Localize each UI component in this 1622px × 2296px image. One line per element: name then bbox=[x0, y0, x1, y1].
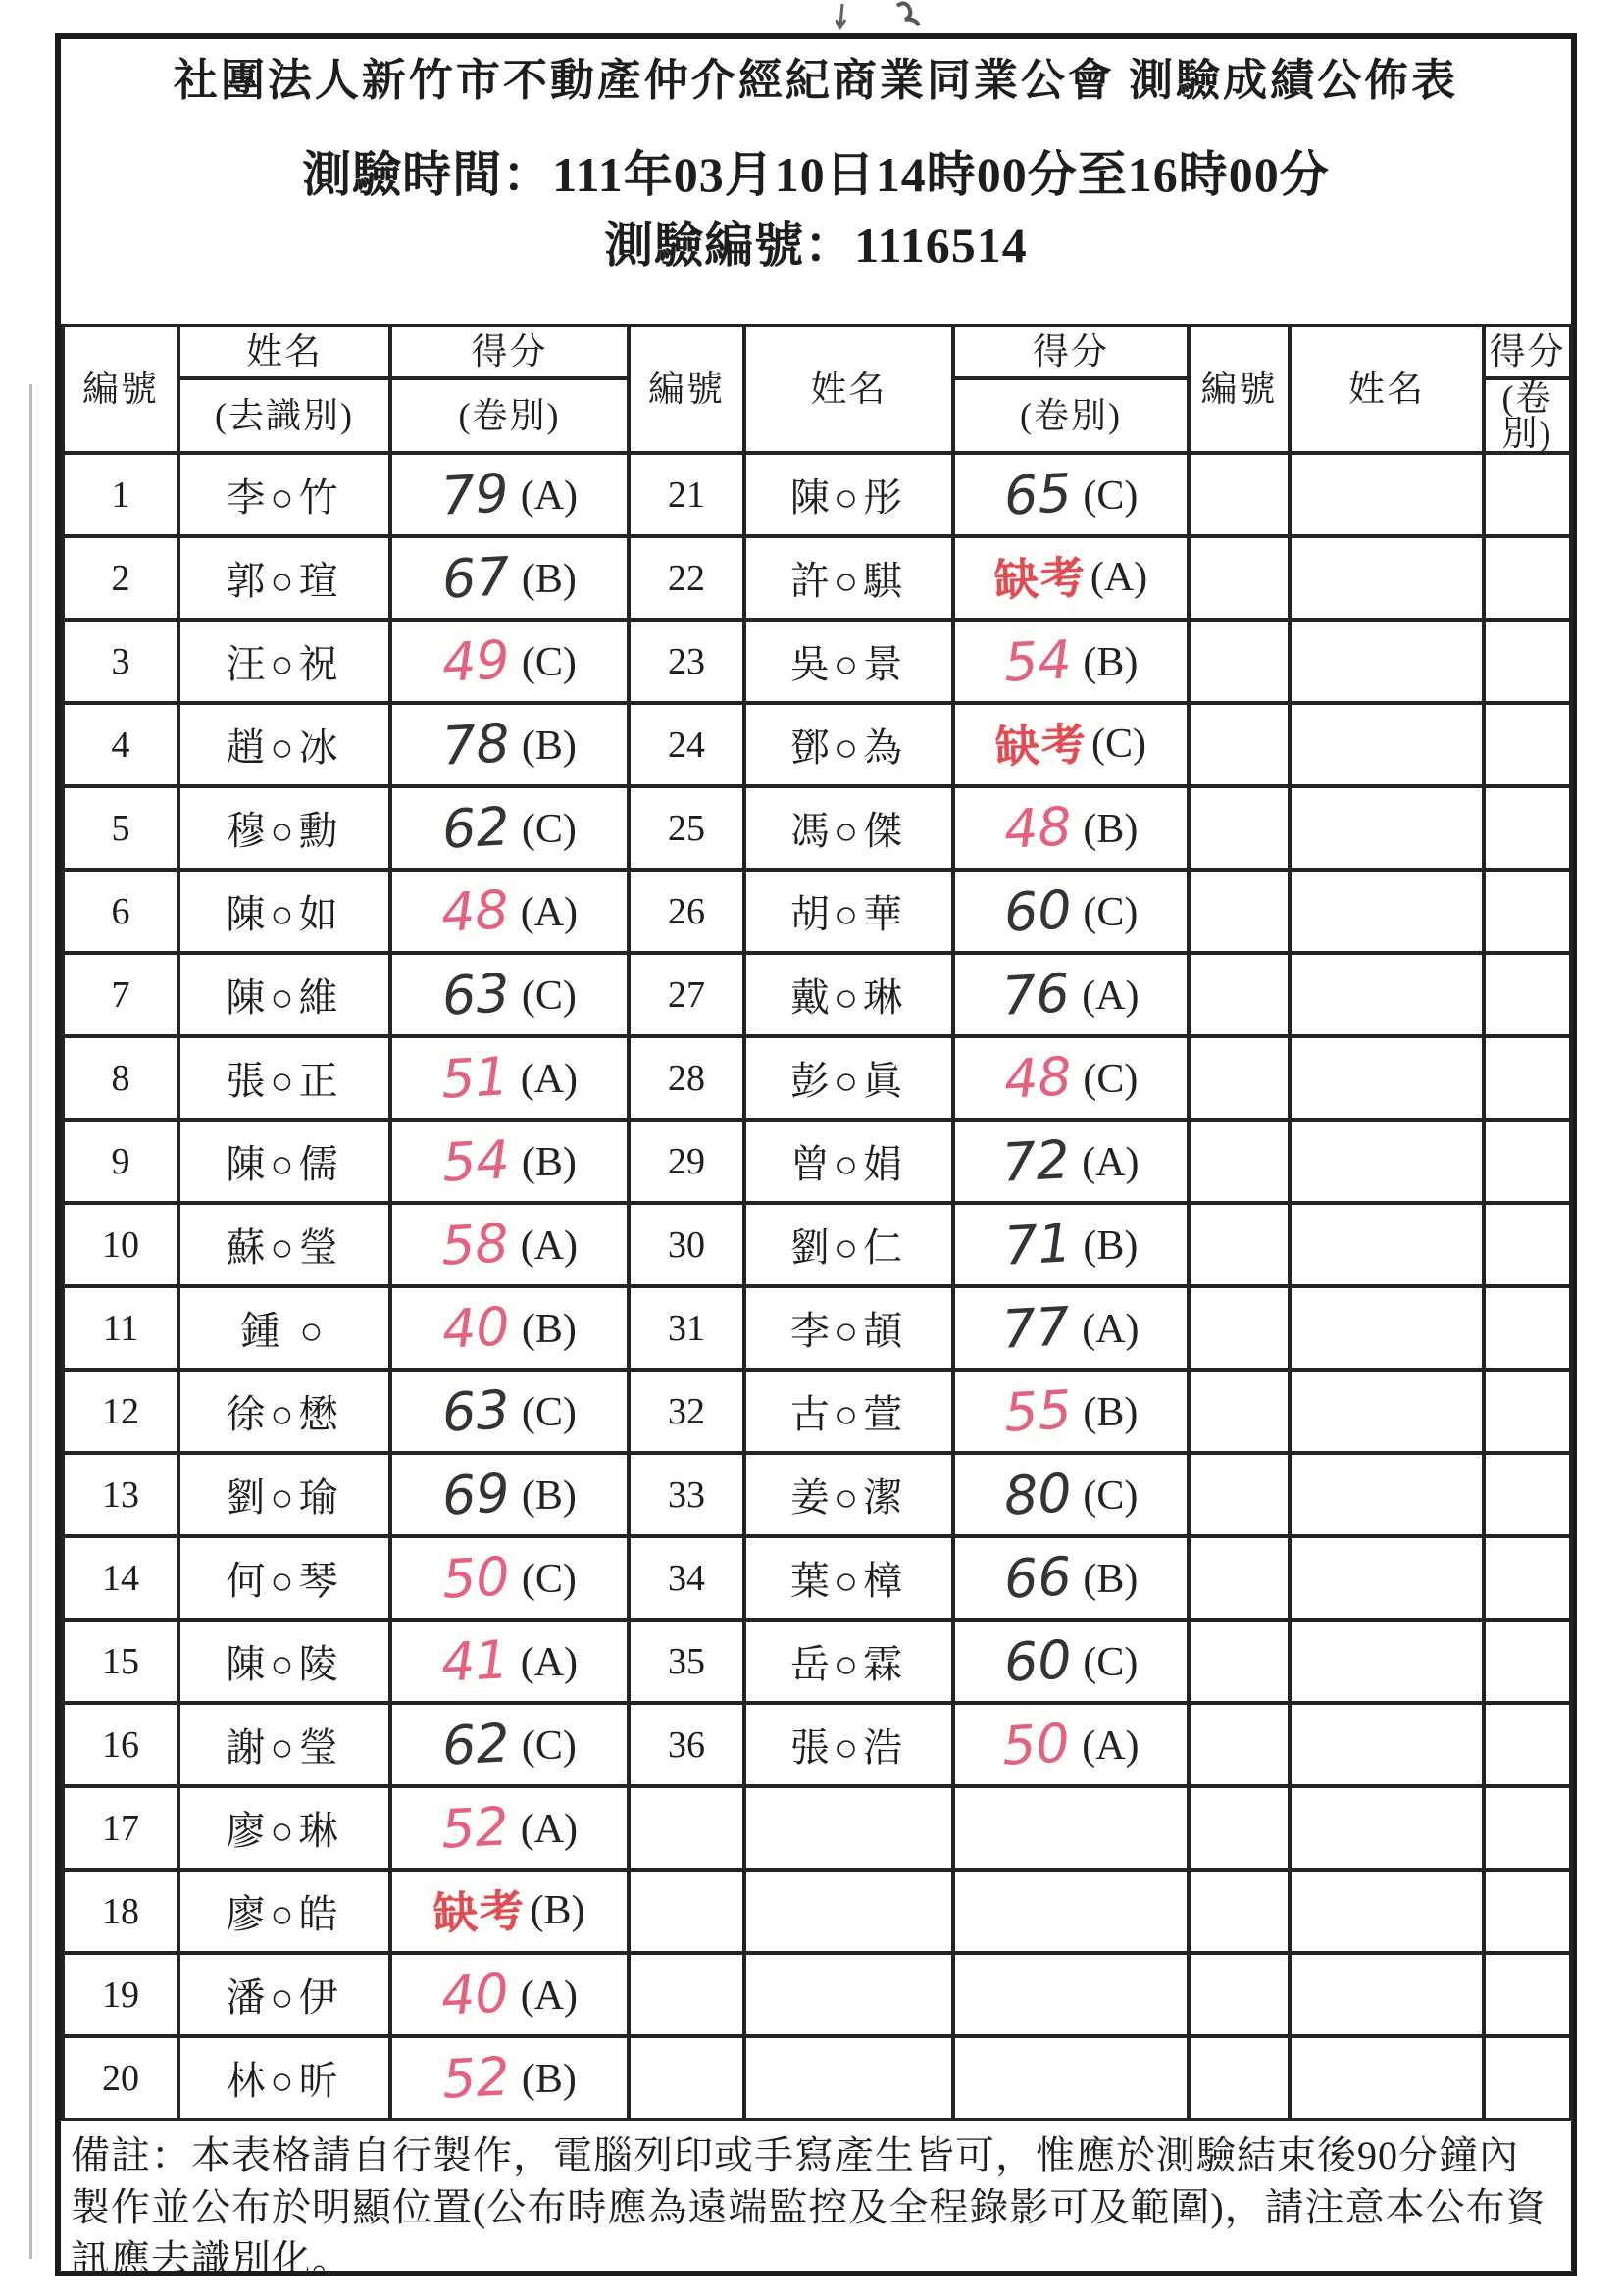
header-name: 姓名 bbox=[178, 325, 390, 378]
cell-number: 4 bbox=[63, 703, 178, 786]
cell-score bbox=[390, 2036, 629, 2120]
cell-number: 27 bbox=[629, 953, 744, 1036]
cell-number: 10 bbox=[63, 1203, 178, 1286]
handwritten-score: 65 bbox=[1002, 461, 1073, 527]
header-score-sub: (卷別) bbox=[953, 378, 1189, 453]
handwritten-score: 60 bbox=[1002, 877, 1073, 944]
paper-type-label: (B) bbox=[521, 723, 577, 769]
cell-number bbox=[1189, 1036, 1290, 1120]
cell-number: 1 bbox=[63, 453, 178, 536]
cell-number bbox=[1189, 1536, 1290, 1620]
cell-name: 何○琴 bbox=[178, 1536, 390, 1620]
cell-name: 趙○冰 bbox=[178, 703, 390, 786]
cell-number: 26 bbox=[629, 870, 744, 953]
paper-type-label: (B) bbox=[521, 2056, 577, 2102]
cell-score bbox=[953, 1286, 1189, 1370]
cell-name: 李○頡 bbox=[744, 1286, 953, 1370]
table-row bbox=[63, 2036, 1571, 2120]
remark-note: 備註：本表格請自行製作，電腦列印或手寫產生皆可，惟應於測驗結束後90分鐘內製作並公布於明顯位置(公布時應為遠端監控及全程錄影可及範圍)，請注意本公布資訊應去識別化。 bbox=[71, 2133, 1546, 2282]
cell-number bbox=[1189, 1870, 1290, 1953]
table-row bbox=[63, 870, 1571, 953]
handwritten-score: 62 bbox=[440, 1711, 512, 1777]
handwritten-score: 50 bbox=[440, 1544, 512, 1611]
cell-score bbox=[390, 1286, 629, 1370]
table-row bbox=[63, 1453, 1571, 1536]
cell-score bbox=[390, 1036, 629, 1120]
cell-score bbox=[953, 1786, 1189, 1870]
cell-score bbox=[390, 1120, 629, 1203]
cell-name: 李○竹 bbox=[178, 453, 390, 536]
cell-score bbox=[953, 1120, 1189, 1203]
absent-stamp: 缺考 bbox=[994, 720, 1089, 773]
cell-name: 汪○祝 bbox=[178, 620, 390, 703]
cell-number bbox=[1189, 953, 1290, 1036]
cell-number: 31 bbox=[629, 1286, 744, 1370]
cell-number: 8 bbox=[63, 1036, 178, 1120]
cell-score bbox=[390, 536, 629, 620]
table-row bbox=[63, 453, 1571, 536]
cell-number bbox=[1189, 1703, 1290, 1786]
cell-name: 蘇○瑩 bbox=[178, 1203, 390, 1286]
cell-number: 21 bbox=[629, 453, 744, 536]
header-name: 姓名 bbox=[1290, 325, 1484, 453]
cell-score bbox=[1484, 1370, 1571, 1453]
cell-number: 15 bbox=[63, 1620, 178, 1703]
cell-score bbox=[953, 1370, 1189, 1453]
cell-number bbox=[1189, 786, 1290, 870]
paper-type-label: (A) bbox=[520, 1056, 579, 1102]
cell-score bbox=[390, 1203, 629, 1286]
cell-name: 廖○琳 bbox=[178, 1786, 390, 1870]
paper-type-label: (B) bbox=[1083, 1223, 1139, 1269]
paper-type-label: (B) bbox=[521, 1472, 577, 1519]
paper-type-label: (C) bbox=[521, 1389, 577, 1435]
paper-type-label: (A) bbox=[520, 1972, 579, 2019]
cell-score bbox=[390, 1536, 629, 1620]
cell-name: 鄧○為 bbox=[744, 703, 953, 786]
cell-score bbox=[390, 1786, 629, 1870]
handwritten-score: 40 bbox=[440, 1294, 512, 1361]
cell-number: 28 bbox=[629, 1036, 744, 1120]
paper-type-label: (C) bbox=[521, 1722, 577, 1769]
cell-number: 29 bbox=[629, 1120, 744, 1203]
cell-name: 曾○娟 bbox=[744, 1120, 953, 1203]
cell-number bbox=[1189, 1786, 1290, 1870]
cell-score bbox=[1484, 1286, 1571, 1370]
cell-name: 彭○眞 bbox=[744, 1036, 953, 1120]
table-row bbox=[63, 1620, 1571, 1703]
cell-score bbox=[953, 620, 1189, 703]
cell-score bbox=[1484, 1120, 1571, 1203]
cell-score bbox=[953, 1036, 1189, 1120]
cell-score bbox=[953, 870, 1189, 953]
cell-score bbox=[953, 453, 1189, 536]
absent-stamp: 缺考 bbox=[432, 1886, 528, 1939]
test-number: 測驗編號：1116514 bbox=[604, 218, 1028, 273]
table-row bbox=[63, 1536, 1571, 1620]
table-row bbox=[63, 1703, 1571, 1786]
page-title: 社團法人新竹市不動產仲介經紀商業同業公會 測驗成績公佈表 bbox=[173, 56, 1459, 105]
cell-score bbox=[390, 1870, 629, 1953]
cell-name: 劉○瑜 bbox=[178, 1453, 390, 1536]
paper-type-label: (B) bbox=[521, 1139, 577, 1185]
paper-type-label: (C) bbox=[521, 639, 577, 685]
cell-number bbox=[1189, 1953, 1290, 2036]
cell-score bbox=[1484, 953, 1571, 1036]
cell-name bbox=[1290, 1370, 1484, 1453]
cell-number: 7 bbox=[63, 953, 178, 1036]
cell-name bbox=[1290, 953, 1484, 1036]
cell-name bbox=[1290, 1703, 1484, 1786]
cell-score bbox=[1484, 1870, 1571, 1953]
paper-type-label: (C) bbox=[1083, 889, 1139, 935]
cell-score bbox=[953, 536, 1189, 620]
table-row bbox=[63, 1953, 1571, 2036]
cell-number: 23 bbox=[629, 620, 744, 703]
cell-name: 林○昕 bbox=[178, 2036, 390, 2120]
cell-name: 葉○樟 bbox=[744, 1536, 953, 1620]
handwritten-score: 78 bbox=[440, 711, 512, 777]
handwritten-score: 51 bbox=[439, 1044, 511, 1111]
cell-number: 19 bbox=[63, 1953, 178, 2036]
paper-type-label: (C) bbox=[1083, 473, 1139, 519]
table-row bbox=[63, 620, 1571, 703]
paper-type-label: (A) bbox=[1090, 555, 1148, 600]
handwritten-score: 41 bbox=[439, 1627, 511, 1694]
cell-name bbox=[1290, 1536, 1484, 1620]
cell-name bbox=[1290, 703, 1484, 786]
cell-number: 35 bbox=[629, 1620, 744, 1703]
document-frame bbox=[55, 33, 1577, 2282]
table-row bbox=[63, 953, 1571, 1036]
cell-number: 6 bbox=[63, 870, 178, 953]
cell-name: 劉○仁 bbox=[744, 1203, 953, 1286]
handwritten-score: 48 bbox=[439, 877, 511, 944]
cell-score bbox=[390, 786, 629, 870]
cell-name: 穆○勳 bbox=[178, 786, 390, 870]
table-row bbox=[63, 703, 1571, 786]
cell-name bbox=[1290, 1953, 1484, 2036]
paper-type-label: (B) bbox=[1083, 1556, 1139, 1602]
cell-number: 30 bbox=[629, 1203, 744, 1286]
cell-score bbox=[953, 953, 1189, 1036]
cell-name bbox=[1290, 786, 1484, 870]
cell-name: 吳○景 bbox=[744, 620, 953, 703]
paper-type-label: (B) bbox=[530, 1888, 585, 1933]
table-row bbox=[63, 1370, 1571, 1453]
header-num: 編號 bbox=[629, 325, 744, 453]
cell-score bbox=[1484, 620, 1571, 703]
absent-stamp: 缺考 bbox=[992, 553, 1088, 606]
table-row bbox=[63, 1870, 1571, 1953]
cell-name bbox=[1290, 1286, 1484, 1370]
header-num: 編號 bbox=[63, 325, 178, 453]
paper-type-label: (C) bbox=[1083, 1639, 1139, 1685]
cell-score bbox=[953, 1870, 1189, 1953]
table-row bbox=[63, 1120, 1571, 1203]
header-score: 得分 bbox=[953, 325, 1189, 378]
cell-score bbox=[953, 703, 1189, 786]
cell-number: 36 bbox=[629, 1703, 744, 1786]
table-row bbox=[63, 1203, 1571, 1286]
cell-score bbox=[390, 953, 629, 1036]
cell-name bbox=[1290, 2036, 1484, 2120]
cell-name bbox=[1290, 1036, 1484, 1120]
handwritten-score: 55 bbox=[1002, 1377, 1073, 1444]
cell-number: 18 bbox=[63, 1870, 178, 1953]
cell-name: 潘○伊 bbox=[178, 1953, 390, 2036]
cell-score bbox=[1484, 1036, 1571, 1120]
header-row-top bbox=[63, 325, 1571, 378]
cell-number bbox=[1189, 1286, 1290, 1370]
cell-number: 25 bbox=[629, 786, 744, 870]
cell-number bbox=[629, 1870, 744, 1953]
cell-number bbox=[1189, 620, 1290, 703]
paper-type-label: (B) bbox=[521, 556, 577, 602]
cell-name: 徐○懋 bbox=[178, 1370, 390, 1453]
cell-name bbox=[744, 1953, 953, 2036]
cell-number: 14 bbox=[63, 1536, 178, 1620]
cell-score bbox=[1484, 1703, 1571, 1786]
handwritten-score: 72 bbox=[1000, 1127, 1072, 1194]
cell-number bbox=[1189, 1453, 1290, 1536]
cell-score bbox=[1484, 453, 1571, 536]
paper-type-label: (C) bbox=[1083, 1056, 1139, 1102]
cell-name bbox=[1290, 1120, 1484, 1203]
cell-name: 廖○皓 bbox=[178, 1870, 390, 1953]
paper-type-label: (B) bbox=[521, 1306, 577, 1352]
paper-type-label: (C) bbox=[521, 806, 577, 852]
cell-score bbox=[390, 1703, 629, 1786]
table-row bbox=[63, 1286, 1571, 1370]
cell-name: 戴○琳 bbox=[744, 953, 953, 1036]
handwritten-score: 63 bbox=[440, 1377, 512, 1444]
cell-score bbox=[390, 703, 629, 786]
paper-type-label: (A) bbox=[1082, 1722, 1140, 1769]
score-table-head bbox=[63, 325, 1571, 453]
cell-score bbox=[953, 1620, 1189, 1703]
cell-number bbox=[1189, 2036, 1290, 2120]
cell-number bbox=[1189, 1370, 1290, 1453]
cell-number: 34 bbox=[629, 1536, 744, 1620]
cell-number: 16 bbox=[63, 1703, 178, 1786]
cell-score bbox=[953, 786, 1189, 870]
handwritten-score: 52 bbox=[440, 2044, 512, 2111]
cell-number: 20 bbox=[63, 2036, 178, 2120]
score-table bbox=[61, 324, 1573, 2121]
cell-name bbox=[1290, 1786, 1484, 1870]
cell-name: 岳○霖 bbox=[744, 1620, 953, 1703]
paper-type-label: (C) bbox=[521, 973, 577, 1019]
header-score-sub: (卷別) bbox=[390, 378, 629, 453]
cell-number: 13 bbox=[63, 1453, 178, 1536]
cell-name: 胡○華 bbox=[744, 870, 953, 953]
scan-edge-artifact bbox=[29, 384, 32, 2259]
cell-name bbox=[744, 2036, 953, 2120]
cell-number bbox=[1189, 1120, 1290, 1203]
cell-number bbox=[1189, 453, 1290, 536]
paper-type-label: (C) bbox=[1083, 1472, 1139, 1519]
cell-name: 鍾 ○ bbox=[178, 1286, 390, 1370]
cell-score bbox=[953, 2036, 1189, 2120]
handwritten-score: 48 bbox=[1002, 794, 1073, 861]
handwritten-score: 48 bbox=[1002, 1044, 1073, 1111]
cell-name bbox=[1290, 1453, 1484, 1536]
cell-score bbox=[953, 1453, 1189, 1536]
handwritten-score: 67 bbox=[440, 544, 512, 611]
cell-score bbox=[1484, 703, 1571, 786]
cell-score bbox=[1484, 536, 1571, 620]
cell-score bbox=[1484, 1953, 1571, 2036]
cell-number: 2 bbox=[63, 536, 178, 620]
cell-number: 32 bbox=[629, 1370, 744, 1453]
handwritten-score: 54 bbox=[440, 1127, 512, 1194]
handwritten-score: 62 bbox=[440, 794, 512, 861]
header-score: 得分 bbox=[1484, 325, 1571, 378]
handwritten-score: 80 bbox=[1002, 1461, 1073, 1527]
cell-number: 17 bbox=[63, 1786, 178, 1870]
cell-score bbox=[1484, 1786, 1571, 1870]
cell-score bbox=[1484, 1536, 1571, 1620]
handwritten-score: 79 bbox=[439, 461, 511, 527]
cell-number: 33 bbox=[629, 1453, 744, 1536]
cell-number: 24 bbox=[629, 703, 744, 786]
cell-name bbox=[1290, 536, 1484, 620]
cell-score bbox=[953, 1536, 1189, 1620]
cell-name bbox=[1290, 1870, 1484, 1953]
cell-score bbox=[1484, 870, 1571, 953]
cell-name: 馮○傑 bbox=[744, 786, 953, 870]
cell-name: 古○萱 bbox=[744, 1370, 953, 1453]
cell-name: 謝○瑩 bbox=[178, 1703, 390, 1786]
cell-name: 陳○維 bbox=[178, 953, 390, 1036]
table-row bbox=[63, 1786, 1571, 1870]
cell-number bbox=[1189, 703, 1290, 786]
handwritten-score: 50 bbox=[1000, 1711, 1072, 1777]
header-name-sub: (去識別) bbox=[178, 378, 390, 453]
cell-name bbox=[744, 1870, 953, 1953]
cell-score bbox=[953, 1703, 1189, 1786]
score-table-body bbox=[63, 453, 1571, 2120]
cell-score bbox=[953, 1953, 1189, 2036]
paper-type-label: (B) bbox=[1083, 639, 1139, 685]
cell-number bbox=[1189, 870, 1290, 953]
paper-type-label: (A) bbox=[1082, 1306, 1140, 1352]
cell-name bbox=[1290, 870, 1484, 953]
cell-score bbox=[1484, 1620, 1571, 1703]
paper-type-label: (C) bbox=[1091, 722, 1146, 767]
pen-mark-artifact bbox=[829, 0, 966, 33]
paper-type-label: (B) bbox=[1083, 1389, 1139, 1435]
table-row bbox=[63, 536, 1571, 620]
header-num: 編號 bbox=[1189, 325, 1290, 453]
cell-name: 陳○儒 bbox=[178, 1120, 390, 1203]
cell-name bbox=[744, 1786, 953, 1870]
paper-type-label: (A) bbox=[1082, 973, 1140, 1019]
cell-score bbox=[1484, 786, 1571, 870]
paper-type-label: (A) bbox=[520, 1223, 579, 1269]
table-row bbox=[63, 1036, 1571, 1120]
cell-number bbox=[629, 1953, 744, 2036]
cell-score bbox=[390, 1370, 629, 1453]
cell-number bbox=[1189, 536, 1290, 620]
cell-score bbox=[1484, 2036, 1571, 2120]
cell-name: 張○浩 bbox=[744, 1703, 953, 1786]
cell-number: 9 bbox=[63, 1120, 178, 1203]
handwritten-score: 60 bbox=[1002, 1627, 1073, 1694]
cell-name: 陳○彤 bbox=[744, 453, 953, 536]
handwritten-score: 49 bbox=[440, 627, 512, 694]
header-score: 得分 bbox=[390, 325, 629, 378]
cell-name: 陳○陵 bbox=[178, 1620, 390, 1703]
cell-name: 姜○潔 bbox=[744, 1453, 953, 1536]
cell-number: 22 bbox=[629, 536, 744, 620]
cell-name bbox=[1290, 620, 1484, 703]
paper-type-label: (A) bbox=[520, 1806, 579, 1852]
cell-name: 郭○瑄 bbox=[178, 536, 390, 620]
paper-type-label: (A) bbox=[520, 473, 579, 519]
cell-score bbox=[390, 1620, 629, 1703]
handwritten-score: 54 bbox=[1002, 627, 1073, 694]
cell-score bbox=[390, 1953, 629, 2036]
handwritten-score: 52 bbox=[439, 1794, 511, 1861]
handwritten-score: 71 bbox=[1002, 1211, 1073, 1277]
cell-name bbox=[1290, 1620, 1484, 1703]
cell-name bbox=[1290, 1203, 1484, 1286]
cell-number: 3 bbox=[63, 620, 178, 703]
header-name: 姓名 bbox=[744, 325, 953, 453]
handwritten-score: 69 bbox=[440, 1461, 512, 1527]
cell-score bbox=[390, 1453, 629, 1536]
handwritten-score: 77 bbox=[1000, 1294, 1072, 1361]
paper-type-label: (C) bbox=[521, 1556, 577, 1602]
cell-number bbox=[629, 1786, 744, 1870]
cell-number bbox=[629, 2036, 744, 2120]
document-header bbox=[61, 39, 1571, 324]
cell-score bbox=[390, 620, 629, 703]
cell-number: 11 bbox=[63, 1286, 178, 1370]
cell-name: 陳○如 bbox=[178, 870, 390, 953]
cell-number: 5 bbox=[63, 786, 178, 870]
cell-score bbox=[390, 870, 629, 953]
cell-score bbox=[390, 453, 629, 536]
handwritten-score: 63 bbox=[440, 961, 512, 1027]
cell-score bbox=[953, 1203, 1189, 1286]
table-row bbox=[63, 786, 1571, 870]
cell-name: 張○正 bbox=[178, 1036, 390, 1120]
cell-name bbox=[1290, 453, 1484, 536]
cell-score bbox=[1484, 1453, 1571, 1536]
handwritten-score: 76 bbox=[1000, 961, 1072, 1027]
handwritten-score: 66 bbox=[1002, 1544, 1073, 1611]
handwritten-score: 58 bbox=[439, 1211, 511, 1277]
header-score-sub: (卷別) bbox=[1484, 378, 1571, 453]
test-time: 測驗時間：111年03月10日14時00分至16時00分 bbox=[302, 146, 1330, 202]
paper-type-label: (A) bbox=[1082, 1139, 1140, 1185]
cell-number bbox=[1189, 1203, 1290, 1286]
paper-type-label: (B) bbox=[1083, 806, 1139, 852]
paper-type-label: (A) bbox=[520, 889, 579, 935]
cell-score bbox=[1484, 1203, 1571, 1286]
cell-number: 12 bbox=[63, 1370, 178, 1453]
paper-type-label: (A) bbox=[520, 1639, 579, 1685]
cell-name: 許○騏 bbox=[744, 536, 953, 620]
cell-number bbox=[1189, 1620, 1290, 1703]
handwritten-score: 40 bbox=[439, 1961, 511, 2027]
